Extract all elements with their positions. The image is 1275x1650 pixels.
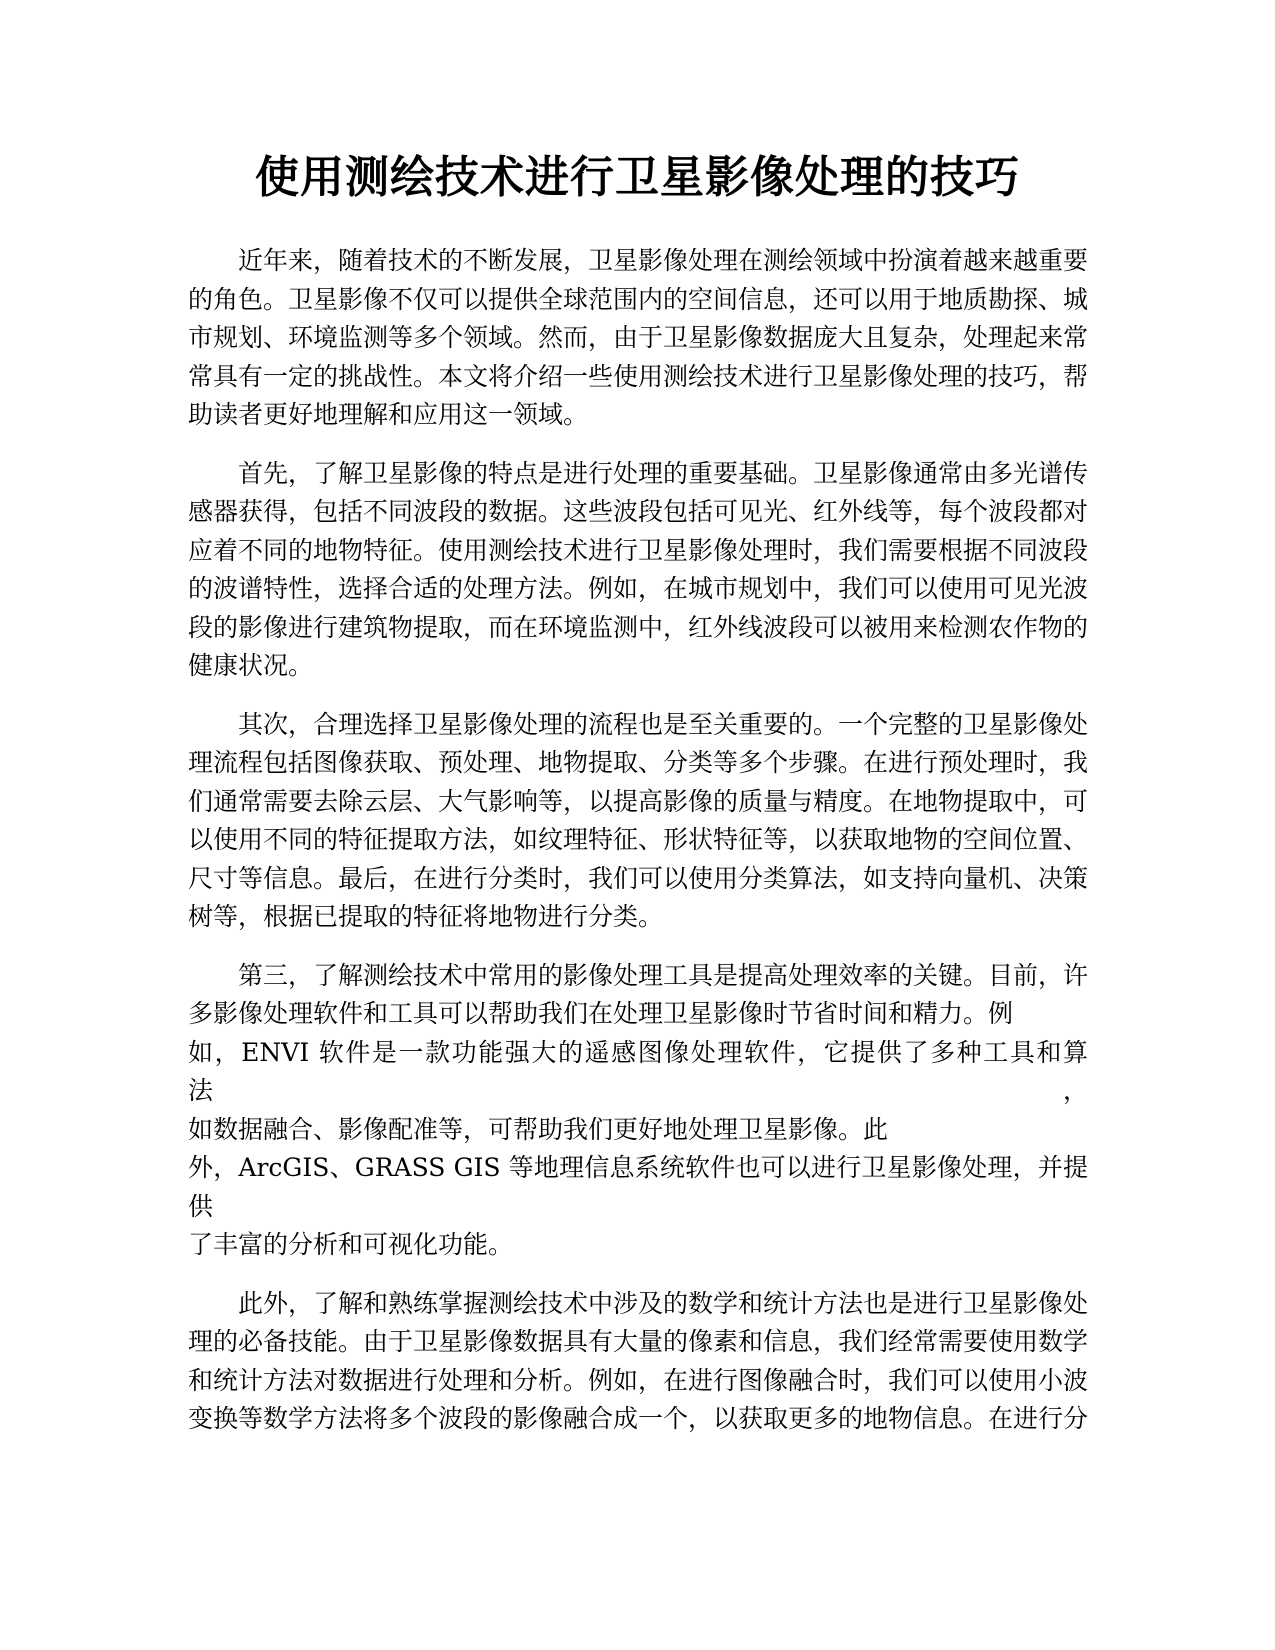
text-line: 外，ArcGIS、GRASS GIS 等地理信息系统软件也可以进行卫星影像处理，并提供 bbox=[188, 1153, 1088, 1221]
text-line: 其次，合理选择卫星影像处理的流程也是至关重要的。一个完整的卫星影像处 bbox=[238, 709, 1089, 739]
text-line: 多影像处理软件和工具可以帮助我们在处理卫星影像时节省时间和精力。例 bbox=[188, 999, 1014, 1028]
text-line: 的角色。卫星影像不仅可以提供全球范围内的空间信息，还可以用于地质勘探、城 bbox=[188, 284, 1089, 314]
text-line: 健康状况。 bbox=[188, 651, 314, 680]
text-line: 变换等数学方法将多个波段的影像融合成一个，以获取更多的地物信息。在进行分 bbox=[188, 1404, 1089, 1433]
text-line: 如，ENVI 软件是一款功能强大的遥感图像处理软件，它提供了多种工具和算法， bbox=[188, 1037, 1088, 1105]
paragraph-second bbox=[188, 706, 1088, 937]
text-line: 和统计方法对数据进行处理和分析。例如，在进行图像融合时，我们可以使用小波 bbox=[188, 1365, 1089, 1395]
text-line: 树等，根据已提取的特征将地物进行分类。 bbox=[188, 902, 664, 931]
text-line: 此外，了解和熟练掌握测绘技术中涉及的数学和统计方法也是进行卫星影像处 bbox=[238, 1288, 1089, 1318]
text-line: 的波谱特性，选择合适的处理方法。例如，在城市规划中，我们可以使用可见光波 bbox=[188, 574, 1089, 603]
paragraph-fourth bbox=[188, 1285, 1088, 1439]
text-line: 尺寸等信息。最后，在进行分类时，我们可以使用分类算法，如支持向量机、决策 bbox=[188, 863, 1089, 893]
paragraph-third bbox=[188, 957, 1088, 1265]
paragraph-intro bbox=[188, 242, 1088, 435]
text-line: 常具有一定的挑战性。本文将介绍一些使用测绘技术进行卫星影像处理的技巧，帮 bbox=[188, 361, 1089, 391]
text-line: 如数据融合、影像配准等，可帮助我们更好地处理卫星影像。此 bbox=[188, 1114, 889, 1144]
document-title: 使用测绘技术进行卫星影像处理的技巧 bbox=[255, 152, 1020, 203]
text-line: 们通常需要去除云层、大气影响等，以提高影像的质量与精度。在地物提取中，可 bbox=[188, 786, 1089, 816]
text-line: 第三，了解测绘技术中常用的影像处理工具是提高处理效率的关键。目前，许 bbox=[238, 960, 1089, 990]
text-line: 段的影像进行建筑物提取，而在环境监测中，红外线波段可以被用来检测农作物的 bbox=[188, 612, 1089, 642]
text-line: 近年来，随着技术的不断发展，卫星影像处理在测绘领域中扮演着越来越重要 bbox=[238, 246, 1089, 275]
text-line: 首先，了解卫星影像的特点是进行处理的重要基础。卫星影像通常由多光谱传 bbox=[238, 458, 1089, 488]
document-body bbox=[188, 242, 1088, 1459]
text-line: 市规划、环境监测等多个领域。然而，由于卫星影像数据庞大且复杂，处理起来常 bbox=[188, 323, 1089, 352]
text-line: 了丰富的分析和可视化功能。 bbox=[188, 1230, 514, 1259]
text-line: 理流程包括图像获取、预处理、地物提取、分类等多个步骤。在进行预处理时，我 bbox=[188, 748, 1089, 777]
text-line: 感器获得，包括不同波段的数据。这些波段包括可见光、红外线等，每个波段都对 bbox=[188, 497, 1089, 526]
text-line: 理的必备技能。由于卫星影像数据具有大量的像素和信息，我们经常需要使用数学 bbox=[188, 1327, 1089, 1356]
text-line: 以使用不同的特征提取方法，如纹理特征、形状特征等，以获取地物的空间位置、 bbox=[188, 825, 1089, 854]
text-line: 助读者更好地理解和应用这一领域。 bbox=[188, 400, 589, 429]
paragraph-first bbox=[188, 455, 1088, 686]
text-line: 应着不同的地物特征。使用测绘技术进行卫星影像处理时，我们需要根据不同波段 bbox=[188, 535, 1089, 565]
